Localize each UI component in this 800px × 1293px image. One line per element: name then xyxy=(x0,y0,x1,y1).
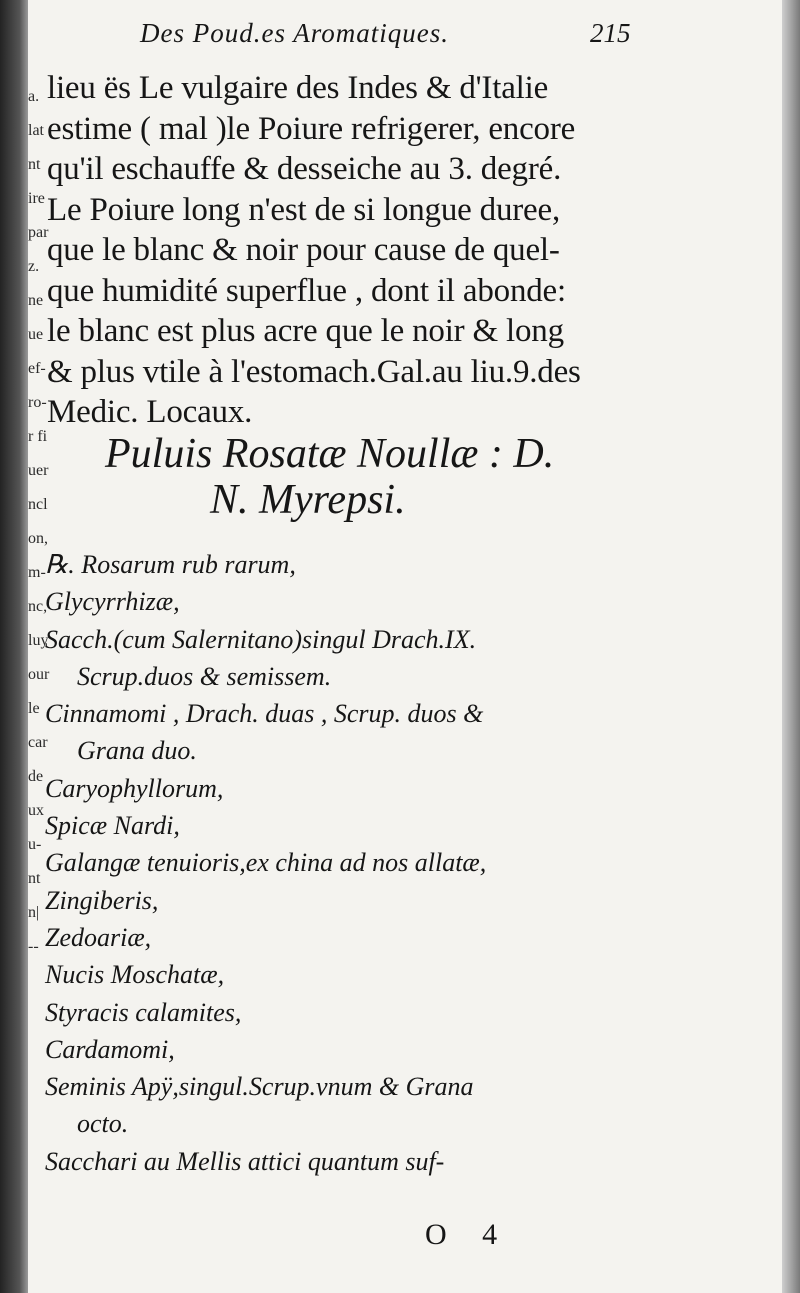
recipe-line: ℞. Rosarum rub rarum, xyxy=(45,550,296,579)
paragraph-line: Le Poiure long n'est de si longue duree, xyxy=(47,191,560,228)
recipe-line: Grana duo. xyxy=(77,736,197,766)
margin-fragment: u- xyxy=(28,836,42,853)
margin-fragment: z. xyxy=(28,258,40,275)
margin-fragment: luy xyxy=(28,632,49,649)
recipe-line: Cinnamomi , Drach. duas , Scrup. duos & xyxy=(45,699,484,729)
recipe-line: Seminis Apÿ,singul.Scrup.vnum & Grana xyxy=(45,1072,474,1102)
recipe-line: Scrup.duos & semissem. xyxy=(77,661,332,691)
margin-fragment: our xyxy=(28,666,50,683)
margin-fragment: ef- xyxy=(28,360,46,377)
margin-fragment: ire xyxy=(28,190,45,207)
recipe-line: Spicæ Nardi, xyxy=(45,811,180,841)
paragraph-line: Medic. Locaux. xyxy=(47,394,253,430)
paragraph-line: qu'il eschauffe & desseiche au 3. degré. xyxy=(47,151,562,187)
recipe-line: octo. xyxy=(77,1109,129,1139)
margin-fragment: par xyxy=(28,224,49,241)
margin-fragment: lat xyxy=(28,122,44,139)
body-paragraph xyxy=(47,68,667,433)
recipe-line: Sacchari au Mellis attici quantum suf- xyxy=(45,1146,445,1176)
margin-fragment: a. xyxy=(28,88,40,105)
recipe-line: Zingiberis, xyxy=(45,885,159,915)
recipe-line: Galangæ tenuioris,ex china ad nos allatæ, xyxy=(45,848,487,878)
recipe-line: Styracis calamites, xyxy=(45,997,242,1027)
margin-fragment: r fi xyxy=(28,428,48,445)
margin-fragment: car xyxy=(28,734,48,751)
margin-fragment: ux xyxy=(28,802,44,819)
margin-fragment: n| xyxy=(28,904,40,921)
signature-mark: O 4 xyxy=(425,1218,512,1251)
recipe-line: Sacch.(cum Salernitano)singul Drach.IX. xyxy=(45,624,477,654)
margin-fragment: m- xyxy=(28,564,46,581)
recipe-line: Zedoariæ, xyxy=(45,922,152,952)
recipe-title-line-1: Puluis Rosatæ Noullæ : D. xyxy=(105,431,555,477)
recipe-line: Nucis Moschatæ, xyxy=(45,960,225,990)
margin-fragment: ncl xyxy=(28,496,48,513)
margin-fragment: ue xyxy=(28,326,44,343)
paragraph-line: estime ( mal )le Poiure refrigerer, encore xyxy=(47,110,576,147)
margin-fragment: uer xyxy=(28,462,49,479)
page-edge-shadow xyxy=(782,0,800,1293)
margin-fragment: ne xyxy=(28,292,44,309)
margin-fragment: on, xyxy=(28,530,48,547)
binding-shadow xyxy=(0,0,28,1293)
paragraph-line: le blanc est plus acre que le noir & long xyxy=(47,313,564,349)
recipe-line: Glycyrrhizæ, xyxy=(45,587,180,617)
paragraph-line: que humidité superflue , dont il abonde: xyxy=(47,272,566,309)
margin-fragment: de xyxy=(28,768,44,785)
recipe-title-line-2: N. Myrepsi. xyxy=(210,477,406,523)
margin-fragment: nc, xyxy=(28,598,48,615)
paragraph-line: & plus vtile à l'estomach.Gal.au liu.9.des xyxy=(47,353,581,390)
margin-fragment: nt xyxy=(28,870,41,887)
paragraph-line: lieu ës Le vulgaire des Indes & d'Italie xyxy=(47,70,549,106)
margin-fragment: nt xyxy=(28,156,41,173)
recipe-line: Cardamomi, xyxy=(45,1034,175,1064)
margin-fragment: le xyxy=(28,700,40,717)
margin-fragment: -- xyxy=(28,938,39,955)
facing-page-margin-fragments xyxy=(28,80,50,964)
margin-fragment: ro- xyxy=(28,394,47,411)
page-number: 215 xyxy=(590,18,631,48)
paragraph-line: que le blanc & noir pour cause de quel- xyxy=(47,232,560,268)
recipe-line: Caryophyllorum, xyxy=(45,773,224,803)
recipe-ingredient-list xyxy=(45,546,665,1180)
running-head: Des Poud.es Aromatiques. xyxy=(140,18,449,48)
